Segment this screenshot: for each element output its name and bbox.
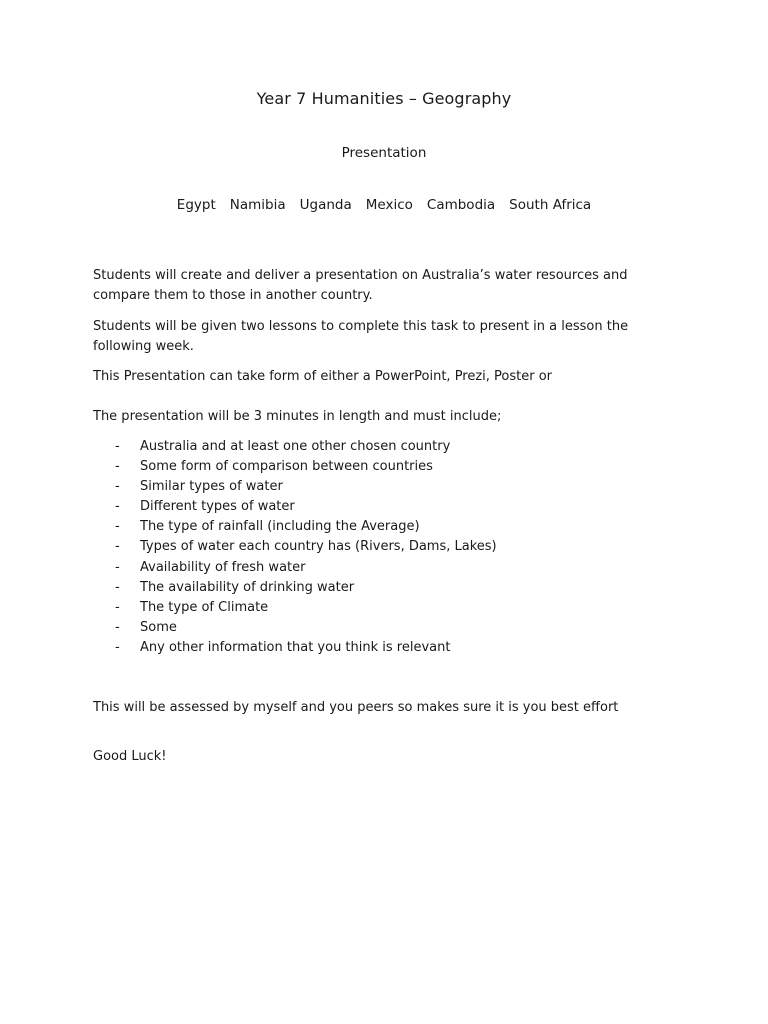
bullet-dash: - <box>115 599 120 615</box>
list-item: - Some form of comparison between countries <box>93 457 497 477</box>
country-cambodia: Cambodia <box>426 197 496 213</box>
bullet-dash: - <box>115 499 120 515</box>
country-egypt: Egypt <box>176 197 216 213</box>
list-item: - Any other information that you think is relevant <box>93 638 497 658</box>
requirements-list <box>93 437 497 658</box>
bullet-dash: - <box>115 559 120 575</box>
bullet-dash: - <box>115 439 120 454</box>
length-info: The presentation will be 3 minutes in length and must include; <box>93 409 502 424</box>
list-item: - Types of water each country has (Rivers, Dams, Lakes) <box>93 537 497 557</box>
country-namibia: Namibia <box>229 197 286 213</box>
bullet-dash: - <box>115 539 120 555</box>
list-item: - Similar types of water <box>93 477 497 497</box>
lesson-info: Students will be given two lessons to complete this task to present in a lesson the following week. <box>93 319 629 354</box>
list-item: - Australia and at least one other chosen country <box>93 437 497 457</box>
country-mexico: Mexico <box>365 197 413 213</box>
page-title: Year 7 Humanities – Geography <box>256 89 512 108</box>
bullet-dash: - <box>115 639 120 655</box>
assessment-note: This will be assessed by myself and you peers so makes sure it is you best effort <box>93 700 619 715</box>
format-info: This Presentation can take form of either a PowerPoint, Prezi, Poster or <box>93 369 553 384</box>
country-uganda: Uganda <box>299 197 352 213</box>
page-subtitle: Presentation <box>341 145 427 161</box>
bullet-dash: - <box>115 459 120 475</box>
task-description: Students will create and deliver a presentation on Australia’s water resources and compare them to those in another country. <box>93 268 628 303</box>
list-item: - Availability of fresh water <box>93 558 497 578</box>
bullet-dash: - <box>115 479 120 495</box>
bullet-dash: - <box>115 619 120 635</box>
country-south-africa: South Africa <box>509 197 592 213</box>
list-item: - The type of Climate <box>93 598 497 618</box>
bullet-dash: - <box>115 519 120 535</box>
list-item: - The availability of drinking water <box>93 578 497 598</box>
bullet-dash: - <box>115 579 120 595</box>
list-item: - Some <box>93 618 497 638</box>
country-list <box>0 197 768 213</box>
list-item: - Different types of water <box>93 497 497 517</box>
list-item: - The type of rainfall (including the Average) <box>93 517 497 537</box>
sign-off: Good Luck! <box>93 749 167 764</box>
